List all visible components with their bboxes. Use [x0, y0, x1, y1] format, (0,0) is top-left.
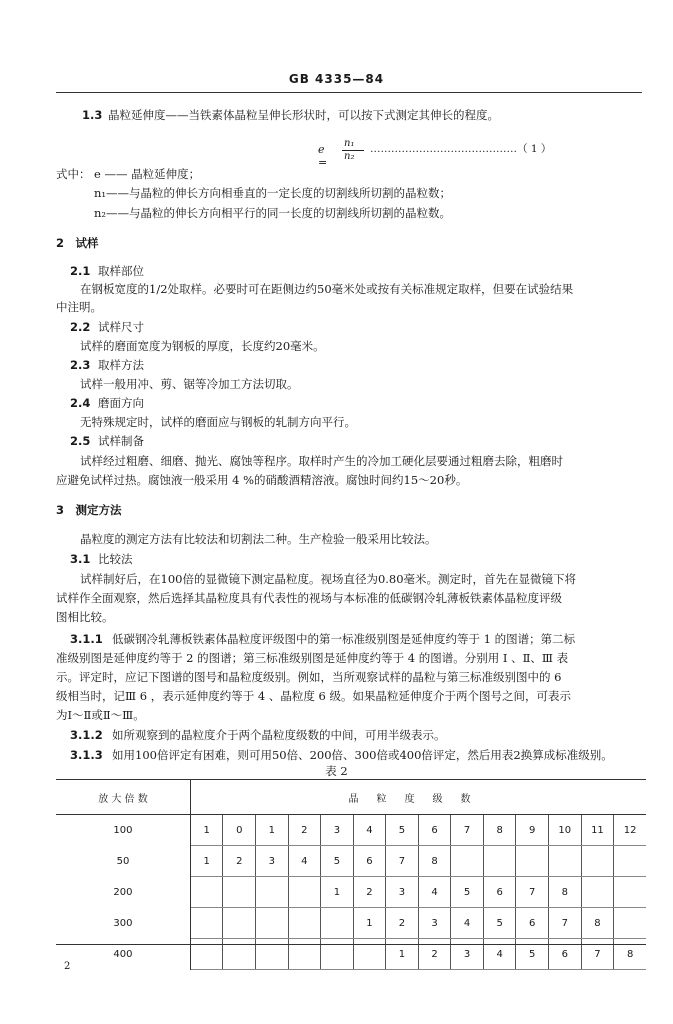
grade-cell: [256, 908, 289, 939]
section-3-1-2-line1: 如所观察到的晶粒度介于两个晶粒度级数的中间，可用半级表示。: [112, 728, 446, 742]
grade-cell: 1: [386, 939, 419, 970]
grade-cell: [190, 877, 223, 908]
grade-cell: 3: [256, 846, 289, 877]
standard-code-header: GB 4335—84: [288, 72, 385, 86]
section-2-2-number: 2.2: [70, 320, 91, 334]
grade-cell: 5: [386, 815, 419, 846]
grade-cell: 8: [483, 815, 516, 846]
grade-cell: [223, 877, 256, 908]
section-2-3-title: 取样方法: [98, 358, 144, 372]
grade-cell: 7: [581, 939, 614, 970]
grade-cell: 4: [418, 877, 451, 908]
section-3-title: 3 测定方法: [56, 503, 122, 517]
where-label: 式中：: [56, 167, 91, 181]
table-row: [56, 846, 646, 877]
section-2-1-number: 2.1: [70, 264, 91, 278]
section-2-5-line1: 试样经过粗磨、细磨、抛光、腐蚀等程序。取样时产生的冷加工硬化层要通过粗磨去除，粗磨时: [80, 454, 563, 468]
grade-cell: 7: [548, 908, 581, 939]
section-2-1-title: 取样部位: [98, 264, 144, 278]
grade-cell: 3: [321, 815, 354, 846]
grade-cell: 2: [386, 908, 419, 939]
section-2-4-line1: 无特殊规定时，试样的磨面应与钢板的轧制方向平行。: [80, 415, 356, 429]
grade-cell: [483, 846, 516, 877]
magnification-header: 放 大 倍 数: [56, 780, 190, 815]
table-row: [56, 908, 646, 939]
magnification-cell: 300: [56, 908, 190, 939]
section-2-5-title: 试样制备: [98, 434, 144, 448]
section-3-1-line1: 试样制好后，在100倍的显微镜下测定晶粒度。视场直径为0.80毫米。测定时，首先在显微镜下将: [80, 572, 577, 586]
magnification-cell: 400: [56, 939, 190, 970]
grade-cell: [581, 846, 614, 877]
magnification-cell: 100: [56, 815, 190, 846]
section-2-1-line1: 在钢板宽度的1/2处取样。必要时可在距侧边约50毫米处或按有关标准规定取样，但要在试验结果: [80, 282, 574, 296]
grade-cell: 8: [418, 846, 451, 877]
grade-cell: 8: [581, 908, 614, 939]
table-2: [56, 780, 646, 970]
grade-cell: 3: [386, 877, 419, 908]
section-3-1-2-number: 3.1.2: [70, 728, 103, 742]
grade-cell: [614, 877, 646, 908]
section-3-1-1-line5: 为Ⅰ～Ⅱ或Ⅱ～Ⅲ。: [56, 708, 145, 722]
section-2-2-line1: 试样的磨面宽度为钢板的厚度，长度约20毫米。: [80, 339, 325, 353]
grade-cell: 1: [190, 815, 223, 846]
grade-cell: 8: [614, 939, 646, 970]
section-2-4-number: 2.4: [70, 396, 91, 410]
section-3-1-1-line2: 准级别图是延伸度约等于 2 的图谱；第三标准级别图是延伸度约等于 4 的图谱。分别用 Ⅰ 、Ⅱ、Ⅲ 表: [56, 651, 569, 665]
grade-cell: [288, 877, 321, 908]
grade-cell: 6: [516, 908, 549, 939]
formula-equation-number: ……………………………………（ 1 ）: [370, 143, 552, 155]
grade-cell: 2: [223, 846, 256, 877]
grade-cell: [256, 877, 289, 908]
grade-cell: [516, 846, 549, 877]
grade-cell: [190, 908, 223, 939]
grade-cell: [614, 908, 646, 939]
grade-cell: 6: [548, 939, 581, 970]
grade-cell: 4: [483, 939, 516, 970]
definition-n2: n₂——与晶粒的伸长方向相平行的同一长度的切割线所切割的晶粒数。: [94, 206, 452, 220]
grade-cell: [223, 908, 256, 939]
grade-cell: 6: [418, 815, 451, 846]
section-2-3-number: 2.3: [70, 358, 91, 372]
grade-cell: 3: [451, 939, 484, 970]
grade-cell: 5: [321, 846, 354, 877]
grade-cell: 1: [256, 815, 289, 846]
section-3-1-1-line4: 级相当时，记Ⅲ 6 ，表示延伸度约等于 4 、晶粒度 6 级。如果晶粒延伸度介于两个图号之间，可表示: [56, 689, 571, 703]
grain-grade-header: 晶粒度级数: [190, 780, 646, 815]
grade-cell: 6: [353, 846, 386, 877]
table-row: [56, 877, 646, 908]
magnification-cell: 200: [56, 877, 190, 908]
formula-denominator: n₂: [344, 151, 355, 162]
section-3-1-1-number: 3.1.1: [70, 632, 103, 646]
grade-cell: 8: [548, 877, 581, 908]
magnification-cell: 50: [56, 846, 190, 877]
definition-e: e —— 晶粒延伸度；: [94, 167, 201, 181]
grade-cell: 3: [418, 908, 451, 939]
section-2-title: 2 试样: [56, 236, 99, 250]
formula-numerator: n₁: [344, 138, 355, 149]
section-2-1-line2: 中注明。: [56, 300, 102, 314]
page-number: 2: [64, 961, 71, 972]
grade-cell: 7: [516, 877, 549, 908]
grade-cell: 1: [353, 908, 386, 939]
grade-cell: 2: [418, 939, 451, 970]
grade-cell: [614, 846, 646, 877]
formula-lhs: e =: [318, 143, 328, 169]
table-bottom-rule: [56, 944, 646, 945]
grade-cell: 7: [451, 815, 484, 846]
table-2-caption: 表 2: [325, 764, 348, 778]
section-2-5-number: 2.5: [70, 434, 91, 448]
table-header-row: [56, 780, 646, 815]
grade-cell: [581, 877, 614, 908]
grade-cell: 10: [548, 815, 581, 846]
grade-cell: 1: [190, 846, 223, 877]
section-3-1-3-number: 3.1.3: [70, 748, 103, 762]
grade-cell: [548, 846, 581, 877]
grade-cell: [288, 908, 321, 939]
section-2-2-title: 试样尺寸: [98, 320, 144, 334]
grade-cell: 5: [483, 908, 516, 939]
grade-cell: 5: [516, 939, 549, 970]
grade-cell: 1: [321, 877, 354, 908]
grade-cell: 0: [223, 815, 256, 846]
grade-cell: 7: [386, 846, 419, 877]
grade-cell: [321, 908, 354, 939]
section-3-1-line3: 图相比较。: [56, 610, 114, 624]
table-body: [56, 815, 646, 970]
section-2-5-line2: 应避免试样过热。腐蚀液一般采用 4 %的硝酸酒精溶液。腐蚀时间约15～20秒。: [56, 473, 468, 487]
grade-cell: 9: [516, 815, 549, 846]
table-row: [56, 815, 646, 846]
grade-cell: 12: [614, 815, 646, 846]
section-2-4-title: 磨面方向: [98, 396, 144, 410]
grade-cell: 6: [483, 877, 516, 908]
section-3-1-1-line1: 低碳钢冷轧薄板铁素体晶粒度评级图中的第一标准级别图是延伸度约等于 1 的图谱；第二标: [112, 632, 576, 646]
grade-cell: [451, 846, 484, 877]
section-1-3-number: 1.3: [82, 108, 103, 122]
grade-cell: 4: [288, 846, 321, 877]
grade-cell: 4: [451, 908, 484, 939]
section-3-1-1-line3: 示。评定时，应记下图谱的图号和晶粒度级别。例如，当所观察试样的晶粒与第三标准级别图中的 6: [56, 670, 562, 684]
grade-cell: 2: [353, 877, 386, 908]
grade-cell: 4: [353, 815, 386, 846]
grade-cell: 11: [581, 815, 614, 846]
definition-n1: n₁——与晶粒的伸长方向相垂直的一定长度的切割线所切割的晶粒数；: [94, 186, 452, 200]
section-3-intro: 晶粒度的测定方法有比较法和切割法二种。生产检验一般采用比较法。: [80, 532, 437, 546]
grade-cell: 2: [288, 815, 321, 846]
section-1-3-text: 晶粒延伸度——当铁素体晶粒呈伸长形状时，可以按下式测定其伸长的程度。: [108, 108, 499, 122]
section-3-1-3-line1: 如用100倍评定有困难，则可用50倍、200倍、300倍或400倍评定，然后用表2换算成标准级别。: [112, 748, 613, 762]
section-3-1-title: 比较法: [98, 552, 133, 566]
header-rule: [56, 92, 642, 93]
section-2-3-line1: 试样一般用冲、剪、锯等冷加工方法切取。: [80, 377, 299, 391]
section-3-1-number: 3.1: [70, 552, 91, 566]
section-3-1-line2: 试样作全面观察，然后选择其晶粒度具有代表性的视场与本标准的低碳钢冷轧薄板铁素体晶粒度评级: [56, 591, 562, 605]
grade-cell: 5: [451, 877, 484, 908]
